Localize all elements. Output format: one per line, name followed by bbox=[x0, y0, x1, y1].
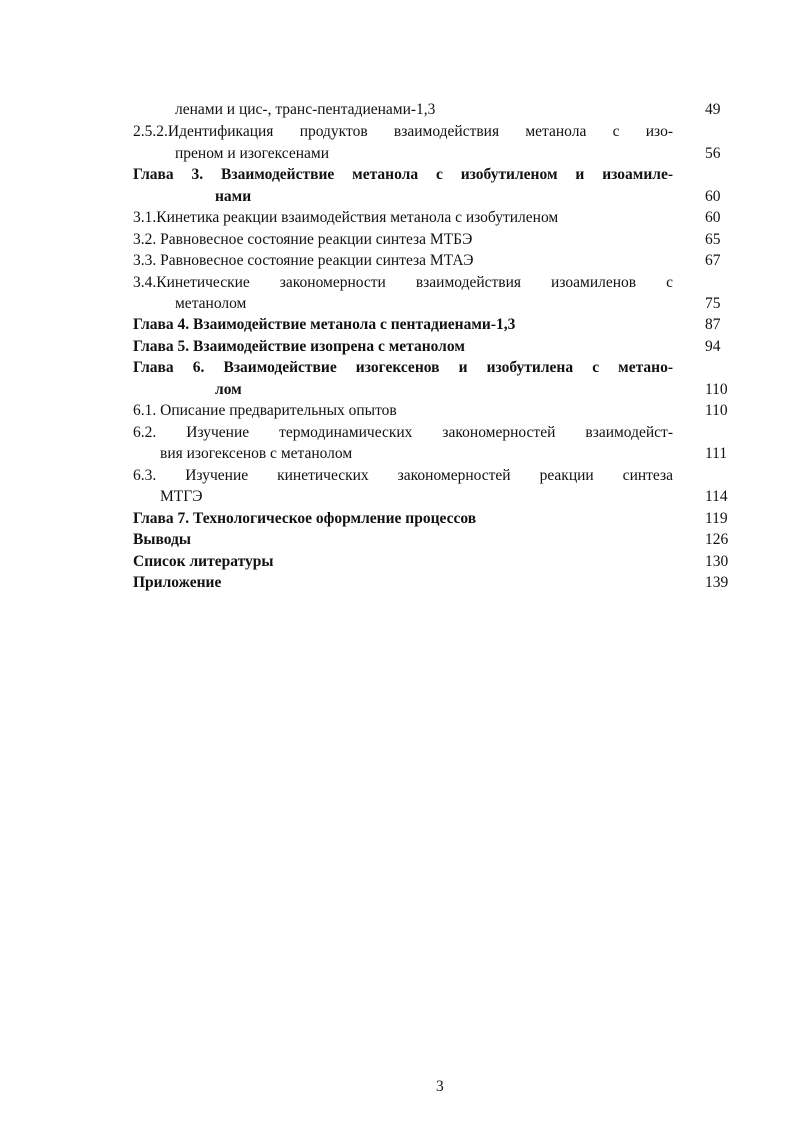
toc-entry-text: 6.1. Описание предварительных опытов bbox=[133, 402, 397, 419]
toc-chapter-title: Глава 6. Взаимодействие изогексенов и изобутилена с метано- bbox=[133, 359, 673, 376]
toc-page-number: 75 bbox=[705, 295, 721, 312]
toc-entry-text: 3.2. Равновесное состояние реакции синтеза МТБЭ bbox=[133, 231, 473, 248]
toc-page-number: 111 bbox=[705, 445, 728, 462]
toc-page-number: 49 bbox=[705, 101, 721, 118]
toc-page-number: 56 bbox=[705, 145, 721, 162]
toc-section-title: Список литературы bbox=[133, 553, 274, 570]
toc-chapter-title: Глава 7. Технологическое оформление процессов bbox=[133, 510, 477, 527]
toc-entry-text: 3.3. Равновесное состояние реакции синтеза МТАЭ bbox=[133, 252, 474, 269]
toc-page-number: 110 bbox=[705, 381, 728, 398]
toc-entry-text-cont: МТГЭ bbox=[160, 488, 203, 505]
toc-page-number: 67 bbox=[705, 252, 721, 269]
toc-entry-text: 3.1.Кинетика реакции взаимодействия метанола с изобутиленом bbox=[133, 209, 559, 226]
toc-page-number: 65 bbox=[705, 231, 721, 248]
toc-page-number: 126 bbox=[705, 531, 729, 548]
toc-chapter-title: Глава 3. Взаимодействие метанола с изобутиленом и изоамиле- bbox=[133, 166, 673, 183]
toc-page-number: 60 bbox=[705, 209, 721, 226]
toc-page-number: 119 bbox=[705, 510, 728, 527]
toc-entry-text-cont: вия изогексенов с метанолом bbox=[160, 445, 353, 462]
toc-entry-text: 6.2. Изучение термодинамических закономерностей взаимодейст- bbox=[133, 424, 673, 441]
toc-chapter-title: Глава 4. Взаимодействие метанола с пентадиенами-1,3 bbox=[133, 316, 516, 333]
toc-entry-text-cont: метанолом bbox=[175, 295, 247, 312]
toc-chapter-title-cont: нами bbox=[215, 188, 252, 205]
toc-page-number: 87 bbox=[705, 316, 721, 333]
toc-page-number: 60 bbox=[705, 188, 721, 205]
toc-entry-text: 2.5.2.Идентификация продуктов взаимодействия метанола с изо- bbox=[133, 123, 673, 140]
toc-page-number: 130 bbox=[705, 553, 729, 570]
toc-section-title: Выводы bbox=[133, 531, 191, 548]
toc-page-number: 94 bbox=[705, 338, 721, 355]
toc-chapter-title-cont: лом bbox=[215, 381, 242, 398]
toc-entry-text: ленами и цис-, транс-пентадиенами-1,3 bbox=[175, 101, 436, 118]
toc-chapter-title: Глава 5. Взаимодействие изопрена с метанолом bbox=[133, 338, 465, 355]
toc-entry-text: 6.3. Изучение кинетических закономерностей реакции синтеза bbox=[133, 467, 673, 484]
page-number: 3 bbox=[436, 1078, 444, 1095]
toc-page-number: 114 bbox=[705, 488, 728, 505]
toc-entry-text-cont: преном и изогексенами bbox=[175, 145, 330, 162]
toc-page-number: 110 bbox=[705, 402, 728, 419]
toc-page-number: 139 bbox=[705, 574, 729, 591]
toc-section-title: Приложение bbox=[133, 574, 222, 591]
toc-entry-text: 3.4.Кинетические закономерности взаимодействия изоамиленов с bbox=[133, 274, 673, 291]
